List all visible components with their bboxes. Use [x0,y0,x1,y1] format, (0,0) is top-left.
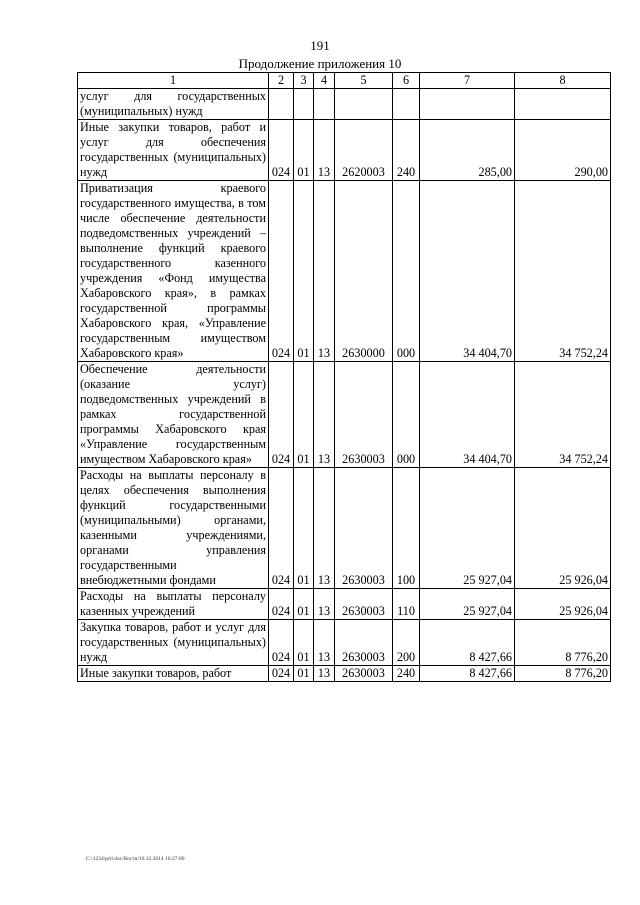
appendix-continuation-title: Продолжение приложения 10 [238,56,402,71]
file-path-footer: C:\1234\pril.doc/Костя/16.12.2014 16:27:00 [86,856,185,862]
row-code-2: 024 [269,589,294,620]
row-amount-7: 8 427,66 [420,620,515,666]
row-code-2 [269,89,294,120]
row-code-6: 110 [393,589,420,620]
table-row [78,666,611,682]
row-amount-8: 34 752,24 [515,181,611,362]
col-header-5: 5 [335,73,393,89]
row-code-2: 024 [269,666,294,682]
col-header-7: 7 [420,73,515,89]
row-amount-7: 285,00 [420,120,515,181]
row-code-3: 01 [294,120,314,181]
row-code-2: 024 [269,181,294,362]
row-amount-7: 25 927,04 [420,589,515,620]
row-name: Расходы на выплаты персоналу в целях обеспечения выполнения функций государственными (муниципальными) органами, казенными учреждениями, органами управления государственными внебюджетными фондами [78,468,269,589]
row-amount-8: 290,00 [515,120,611,181]
row-code-5: 2630003 [335,620,393,666]
row-amount-7: 8 427,66 [420,666,515,682]
table-row [78,89,611,120]
row-name: Закупка товаров, работ и услуг для государственных (муниципальных) нужд [78,620,269,666]
table-row [78,362,611,468]
page-number: 191 [310,38,330,53]
row-code-4: 13 [314,666,335,682]
row-amount-8: 8 776,20 [515,666,611,682]
col-header-8: 8 [515,73,611,89]
row-code-2: 024 [269,620,294,666]
row-code-4: 13 [314,589,335,620]
row-code-3 [294,89,314,120]
row-code-3: 01 [294,362,314,468]
row-code-5: 2630000 [335,181,393,362]
row-code-3: 01 [294,666,314,682]
row-code-3: 01 [294,181,314,362]
col-header-4: 4 [314,73,335,89]
col-header-1: 1 [78,73,269,89]
col-header-6: 6 [393,73,420,89]
row-amount-7: 34 404,70 [420,181,515,362]
row-name: услуг для государственных (муниципальных) нужд [78,89,269,120]
table-row [78,120,611,181]
row-code-6: 100 [393,468,420,589]
row-code-5: 2630003 [335,468,393,589]
row-code-6: 240 [393,666,420,682]
row-code-6 [393,89,420,120]
row-code-5: 2620003 [335,120,393,181]
row-code-5: 2630003 [335,666,393,682]
row-code-5: 2630003 [335,589,393,620]
row-code-3: 01 [294,589,314,620]
row-code-3: 01 [294,468,314,589]
row-amount-8: 25 926,04 [515,468,611,589]
row-amount-8 [515,89,611,120]
table-row [78,620,611,666]
row-amount-7: 34 404,70 [420,362,515,468]
col-header-2: 2 [269,73,294,89]
row-amount-8: 25 926,04 [515,589,611,620]
row-code-6: 000 [393,362,420,468]
col-header-3: 3 [294,73,314,89]
row-name: Иные закупки товаров, работ [78,666,269,682]
row-name: Расходы на выплаты персоналу казенных учреждений [78,589,269,620]
row-amount-7 [420,89,515,120]
row-amount-8: 8 776,20 [515,620,611,666]
row-code-4: 13 [314,620,335,666]
row-code-6: 200 [393,620,420,666]
row-code-6: 000 [393,181,420,362]
row-code-4: 13 [314,362,335,468]
row-code-2: 024 [269,362,294,468]
row-amount-8: 34 752,24 [515,362,611,468]
row-code-4 [314,89,335,120]
row-name: Обеспечение деятельности (оказание услуг) подведомственных учреждений в рамках государственной программы Хабаровского края «Управление государственным имуществом Хабаровского края» [78,362,269,468]
row-code-4: 13 [314,468,335,589]
budget-table [77,72,611,682]
header-row [78,73,611,89]
row-code-5: 2630003 [335,362,393,468]
row-code-4: 13 [314,181,335,362]
row-code-2: 024 [269,468,294,589]
row-amount-7: 25 927,04 [420,468,515,589]
row-code-4: 13 [314,120,335,181]
row-name: Приватизация краевого государственного имущества, в том числе обеспечение деятельности подведомственных учреждений – выполнение функций краевого государственного казенного учреждения «Фонд имущества Хабаровского края», в рамках государственной программы Хабаровского края, «Управление государственным имуществом Хабаровского края» [78,181,269,362]
row-code-3: 01 [294,620,314,666]
table-row [78,181,611,362]
row-code-2: 024 [269,120,294,181]
row-code-6: 240 [393,120,420,181]
table-row [78,468,611,589]
table-row [78,589,611,620]
row-code-5 [335,89,393,120]
row-name: Иные закупки товаров, работ и услуг для обеспечения государственных (муниципальных) нужд [78,120,269,181]
